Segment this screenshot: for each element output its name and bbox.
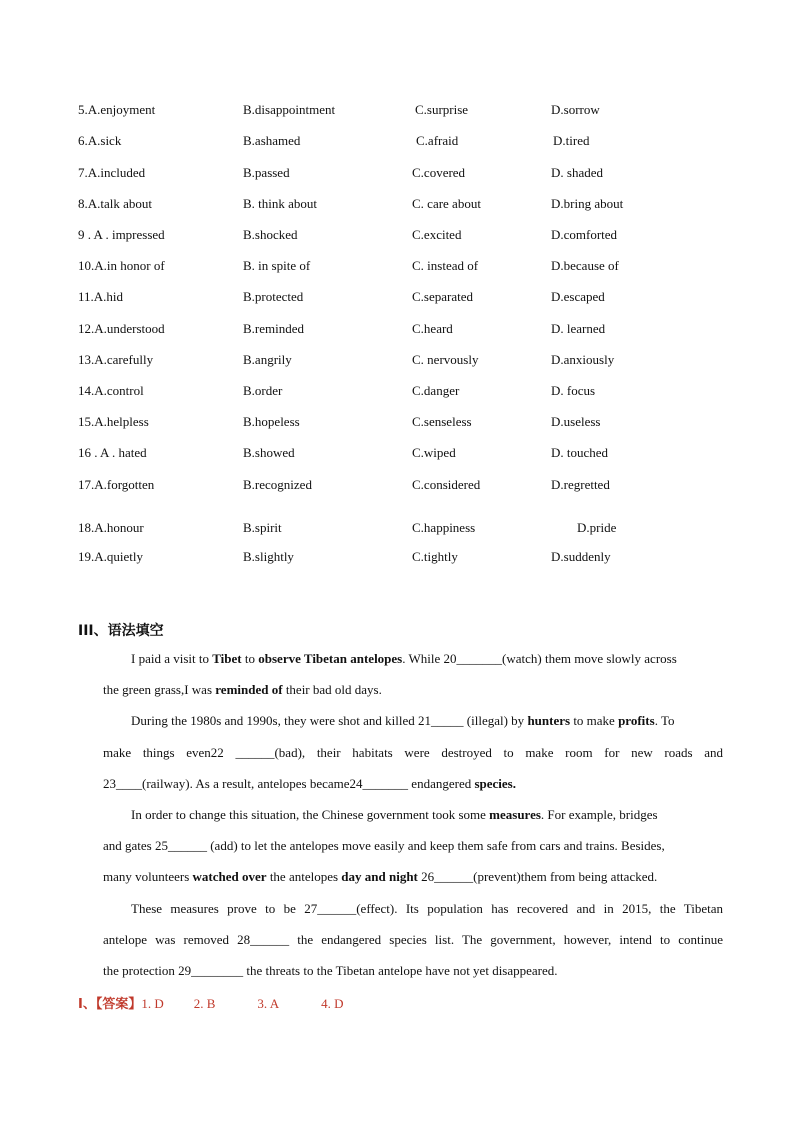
option-d: D.pride [577, 520, 617, 535]
option-a: 6.A.sick [78, 133, 122, 148]
option-d: D.because of [551, 258, 619, 273]
option-c: C.heard [412, 321, 453, 336]
passage-line: antelope was removed 28______ the endangered species list. The government, however, intend to continue [103, 932, 723, 947]
option-c: C.excited [412, 227, 462, 242]
passage-line: 23____(railway). As a result, antelopes became24_______ endangered species. [103, 776, 516, 791]
option-a: 16 . A . hated [78, 445, 147, 460]
option-c: C.separated [412, 289, 474, 304]
answer-line [78, 993, 343, 1012]
option-c: C.danger [412, 383, 460, 398]
option-row [0, 477, 794, 495]
option-a: 5.A.enjoyment [78, 102, 156, 117]
section-title: III、语法填空 [78, 623, 164, 639]
option-b: B.reminded [243, 321, 305, 336]
passage-line: make things even22 ______(bad), their habitats were destroyed to make room for new roads and [103, 745, 723, 760]
option-d: D. learned [551, 321, 606, 336]
option-b: B.order [243, 383, 283, 398]
option-row [0, 414, 794, 432]
answer-label: Ⅰ、【答案】 [78, 997, 142, 1012]
option-a: 8.A.talk about [78, 196, 153, 211]
option-row [0, 549, 794, 567]
option-row [0, 520, 794, 538]
option-a: 11.A.hid [78, 289, 124, 304]
option-c: C. instead of [412, 258, 479, 273]
option-a: 17.A.forgotten [78, 477, 155, 492]
passage-line: the green grass,I was reminded of their bad old days. [103, 682, 382, 697]
answer-item: 4. D [321, 996, 344, 1011]
option-b: B.angrily [243, 352, 292, 367]
option-row [0, 383, 794, 401]
option-d: D.regretted [551, 477, 610, 492]
option-row [0, 227, 794, 245]
option-d: D. focus [551, 383, 596, 398]
option-c: C.wiped [412, 445, 456, 460]
option-a: 12.A.understood [78, 321, 165, 336]
option-row [0, 196, 794, 214]
option-b: B.spirit [243, 520, 282, 535]
option-b: B.slightly [243, 549, 294, 564]
option-row [0, 258, 794, 276]
option-row [0, 352, 794, 370]
option-c: C.senseless [412, 414, 472, 429]
passage-line: During the 1980s and 1990s, they were shot and killed 21_____ (illegal) by hunters to make profits. To [131, 713, 675, 728]
option-d: D.suddenly [551, 549, 611, 564]
option-c: C.afraid [416, 133, 459, 148]
option-row [0, 102, 794, 120]
option-row [0, 133, 794, 151]
option-b: B. in spite of [243, 258, 311, 273]
option-b: B. think about [243, 196, 318, 211]
passage-line: I paid a visit to Tibet to observe Tibetan antelopes. While 20_______(watch) them move slowly across [131, 651, 677, 666]
option-c: C.surprise [415, 102, 469, 117]
option-c: C.happiness [412, 520, 476, 535]
option-a: 15.A.helpless [78, 414, 149, 429]
option-a: 10.A.in honor of [78, 258, 165, 273]
option-d: D.anxiously [551, 352, 615, 367]
option-a: 14.A.control [78, 383, 144, 398]
option-c: C.covered [412, 165, 466, 180]
option-d: D.bring about [551, 196, 624, 211]
option-a: 18.A.honour [78, 520, 144, 535]
passage-line: many volunteers watched over the antelopes day and night 26______(prevent)them from being attacked. [103, 869, 658, 884]
option-b: B.showed [243, 445, 295, 460]
option-a: 19.A.quietly [78, 549, 143, 564]
option-row [0, 321, 794, 339]
option-b: B.protected [243, 289, 304, 304]
option-d: D.useless [551, 414, 601, 429]
option-c: C.considered [412, 477, 481, 492]
option-row [0, 445, 794, 463]
option-d: D.comforted [551, 227, 618, 242]
option-b: B.ashamed [243, 133, 301, 148]
option-a: 9 . A . impressed [78, 227, 165, 242]
answer-item: 3. A [257, 996, 280, 1011]
option-a: 7.A.included [78, 165, 146, 180]
passage-line: These measures prove to be 27______(effect). Its population has recovered and in 2015, the Tibetan [131, 901, 723, 916]
option-b: B.hopeless [243, 414, 300, 429]
option-c: C. care about [412, 196, 481, 211]
option-b: B.disappointment [243, 102, 336, 117]
answer-item: 1. D [141, 996, 164, 1011]
passage-line: the protection 29________ the threats to the Tibetan antelope have not yet disappeared. [103, 963, 558, 978]
option-c: C.tightly [412, 549, 458, 564]
option-row [0, 289, 794, 307]
answer-item: 2. B [193, 996, 216, 1011]
option-b: B.recognized [243, 477, 312, 492]
option-d: D. shaded [551, 165, 603, 180]
option-b: B.passed [243, 165, 290, 180]
passage-line: In order to change this situation, the Chinese government took some measures. For example, bridges [131, 807, 658, 822]
option-d: D.tired [553, 133, 590, 148]
option-d: D.escaped [551, 289, 605, 304]
option-b: B.shocked [243, 227, 298, 242]
option-row [0, 165, 794, 183]
option-a: 13.A.carefully [78, 352, 154, 367]
option-d: D.sorrow [551, 102, 600, 117]
option-d: D. touched [551, 445, 609, 460]
option-c: C. nervously [412, 352, 479, 367]
passage-line: and gates 25______ (add) to let the antelopes move easily and keep them safe from cars and trains. Besides, [103, 838, 665, 853]
